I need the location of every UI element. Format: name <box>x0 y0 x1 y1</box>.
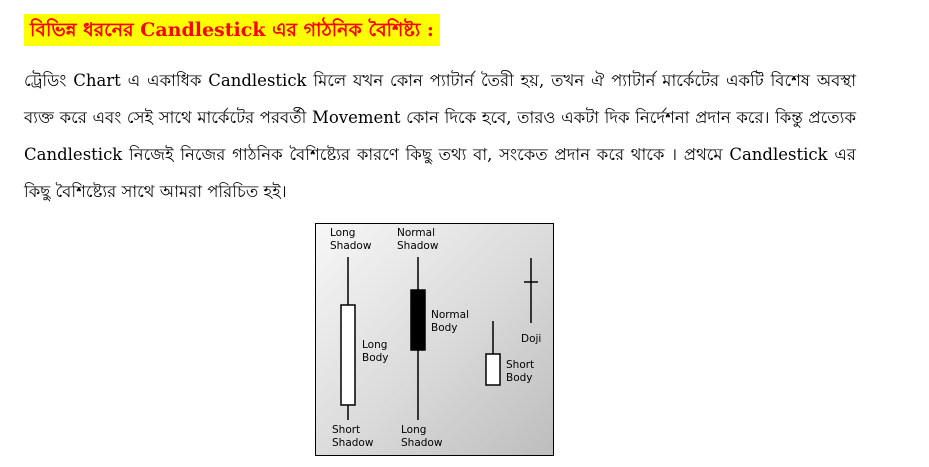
label-long-shadow-top: Long Shadow <box>330 227 372 252</box>
label-long-shadow-bottom: Long Shadow <box>401 424 443 449</box>
intro-paragraph: ট্রেডিং Chart এ একাধিক Candlestick মিলে যখন কোন প্যাটার্ন তৈরী হয়, তখন ঐ প্যাটার্ন মার্কেটের একটি বিশেষ অবস্থা ব্যক্ত করে এবং সেই সাথে মার্কেটের পরবর্তী Movement কোন দিকে হবে, তারও একটা দিক নির্দেশনা প্রদান করে। কিন্তু প্রত্যেক Candlestick নিজেই নিজের গাঠনিক বৈশিষ্ট্যের কারণে কিছু তথ্য বা, সংকেত প্রদান করে থাকে । প্রথমে Candlestick এর কিছু বৈশিষ্ট্যের সাথে আমরা পরিচিত হই। <box>24 71 856 201</box>
candlestick-diagram <box>315 223 554 456</box>
label-normal-body: Normal Body <box>431 309 469 334</box>
short-body-candle <box>486 354 500 385</box>
normal-body-candle <box>411 290 425 350</box>
label-short-body: Short Body <box>506 359 535 384</box>
candlestick-shapes <box>316 224 553 455</box>
label-doji: Doji <box>521 333 542 345</box>
section-heading: বিভিন্ন ধরনের Candlestick এর গাঠনিক বৈশিষ্ট্য : <box>24 14 440 46</box>
long-body-candle <box>341 305 355 405</box>
label-normal-shadow: Normal Shadow <box>397 227 439 252</box>
label-long-body: Long Body <box>362 339 389 364</box>
label-short-shadow: Short Shadow <box>332 424 374 449</box>
